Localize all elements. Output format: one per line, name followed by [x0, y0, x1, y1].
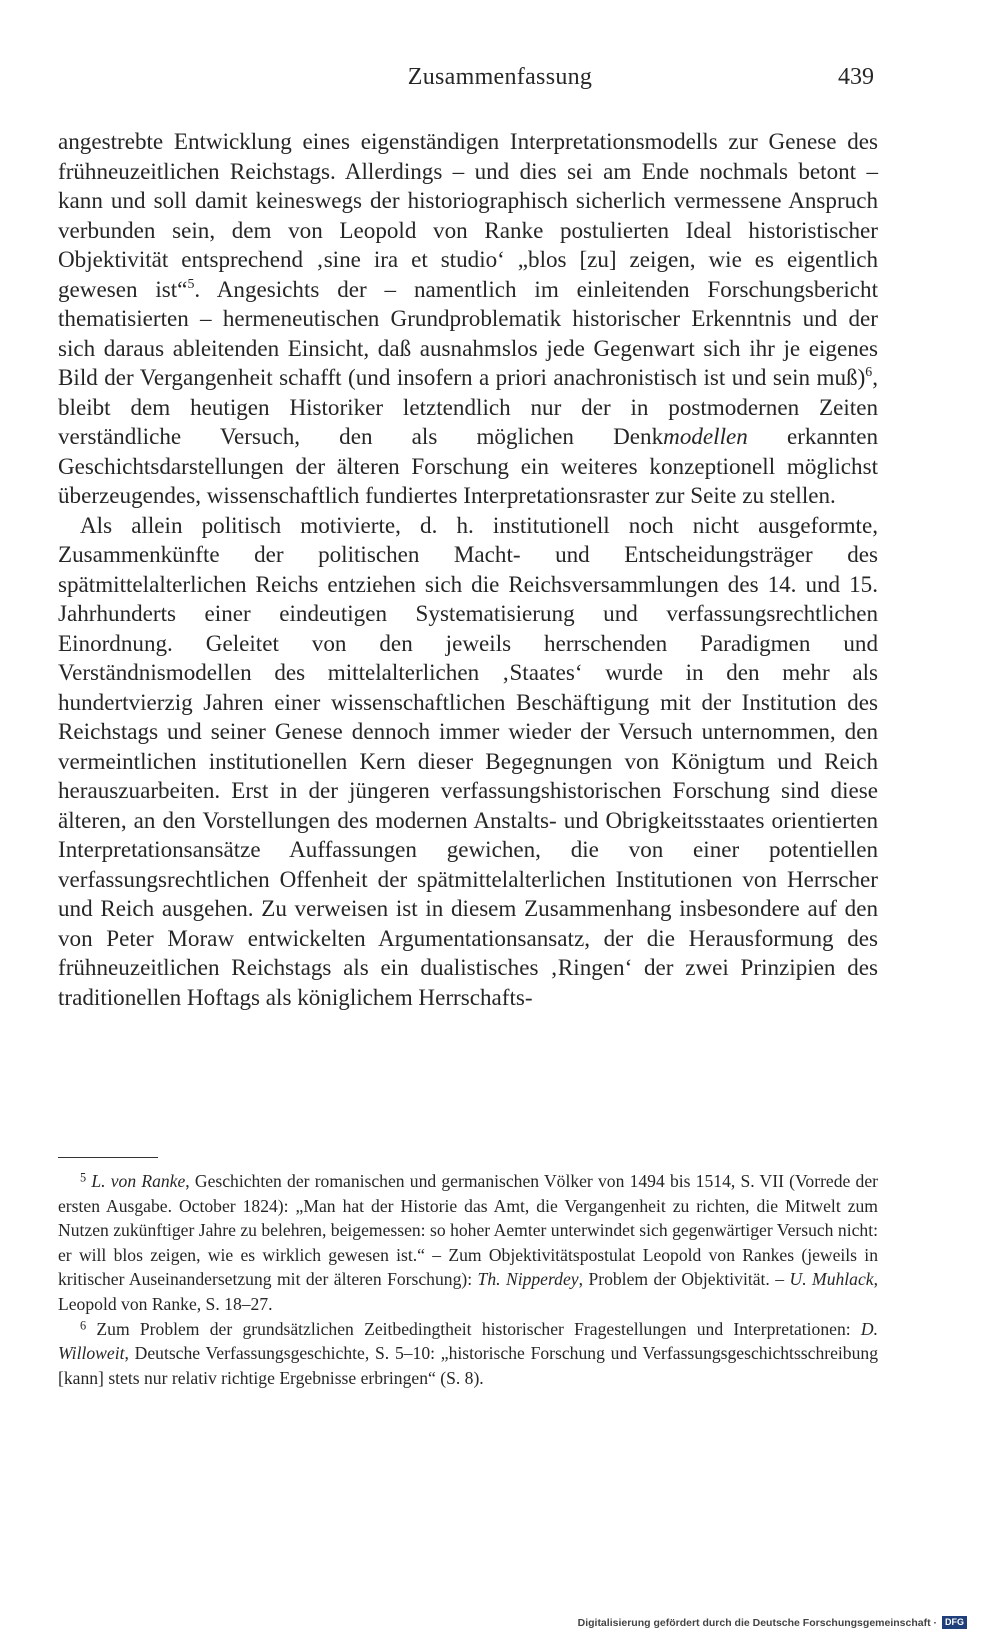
footnote-5 [58, 1169, 878, 1317]
footnotes [58, 1169, 878, 1390]
footnote-6-text-b: , Deutsche Verfassungsgeschichte, S. 5–10: „historische Forschung und Verfassungsgeschichtsschreibung [kann] stets nur relativ richtige Ergebnisse erbringen“ (S. 8). [58, 1343, 878, 1388]
digitization-credit [578, 1616, 967, 1629]
footnote-5-author-nipperdey: Th. Nipperdey [477, 1269, 579, 1290]
footnote-6-text-a: Zum Problem der grundsätzlichen Zeitbedingtheit historischer Fragestellungen und Interpretationen: [86, 1318, 861, 1339]
main-text [58, 127, 878, 1012]
paragraph-1-part-a: angestrebte Entwicklung eines eigenständigen Interpretationsmodells zur Genese des frühneuzeitlichen Reichstags. Allerdings – und dies sei am Ende nochmals betont – kann und soll damit keineswegs der historiographisch sicherlich vermessene Anspruch verbunden sein, dem von Leopold von Ranke postulierten Ideal historistischer Objektivität entsprechend ‚sine ira et studio‘ „blos [zu] zeigen, wie es eigentlich gewesen ist“ [58, 128, 878, 302]
paragraph-1-part-c: , bleibt dem heutigen Historiker letztendlich nur der in postmodernen Zeiten verständliche Versuch, den als möglichen Denk [58, 364, 878, 449]
footnote-5-text-a: , Geschichten der romanischen und germanischen Völker von 1494 bis 1514, S. VII (Vorrede der ersten Ausgabe. October 1824): „Man hat der Historie das Amt, die Vergangenheit zu richten, die Mitwelt zum Nutzen zukünftiger Jahre zu belehren, beigemessen: so hoher Aemter unterwindet sich gegenwärtiger Versuch nicht: er will blos zeigen, wie es wirklich gewesen ist.“ – Zum Objektivitätspostulat Leopold von Rankes (jeweils in kritischer Auseinandersetzung mit der älteren Forschung): [58, 1171, 879, 1290]
running-header-title: Zusammenfassung [407, 64, 593, 90]
footnote-ref-6: 6 [865, 364, 873, 379]
credit-text: Digitalisierung gefördert durch die Deutsche Forschungsgemeinschaft · [577, 1616, 937, 1629]
footnote-5-mark: 5 [80, 1170, 87, 1185]
paragraph-1 [58, 127, 878, 511]
italic-term: modellen [663, 423, 748, 449]
footnote-6 [58, 1317, 878, 1391]
page-number: 439 [838, 64, 874, 90]
paragraph-2: Als allein politisch motivierte, d. h. institutionell noch nicht ausgeformte, Zusammenkünfte der politischen Macht- und Entscheidungsträger des spätmittelalterlichen Reichs entziehen sich die Reichsversammlungen des 14. und 15. Jahrhunderts einer eindeutigen Systematisierung und verfassungsrechtlichen Einordnung. Geleitet von den jeweils herrschenden Paradigmen und Verständnismodellen des mittelalterlichen ‚Staates‘ wurde in den mehr als hundertvierzig Jahren einer wissenschaftlichen Beschäftigung mit der Institution des Reichstags und seiner Genese dennoch immer wieder der Versuch unternommen, den vermeintlichen institutionellen Kern dieser Begegnungen von Königtum und Reich herauszuarbeiten. Erst in der jüngeren verfassungshistorischen Forschung sind diese älteren, an den Vorstellungen des modernen Anstalts- und Obrigkeitsstaates orientierten Interpretationsansätze Auffassungen gewichen, die von einer potentiellen verfassungsrechtlichen Offenheit der spätmittelalterlichen Institutionen von Herrscher und Reich ausgehen. Zu verweisen ist in diesem Zusammenhang insbesondere auf den von Peter Moraw entwickelten Argumentationsansatz, der die Herausformung des frühneuzeitlichen Reichstags als ein dualistisches ‚Ringen‘ der zwei Prinzipien des traditionellen Hoftags als königlichem Herrschafts- [58, 511, 878, 1010]
footnote-ref-5: 5 [187, 275, 195, 291]
footnote-5-text-c: , Leopold von Ranke, S. 18–27. [58, 1269, 878, 1314]
footnote-6-mark: 6 [80, 1318, 87, 1333]
paragraph-1-part-b: . Angesichts der – namentlich im einleitenden Forschungsbericht thematisierten – hermeneutischen Grundproblematik historischer Erkenntnis und der sich daraus ableitenden Einsicht, daß ausnahmslos jede Gegenwart sich ihr je eigenes Bild der Vergangenheit schafft (und insofern a priori anachronistisch ist und sein muß) [58, 275, 878, 390]
footnote-divider [58, 1157, 158, 1158]
footnote-5-author-muhlack: U. Muhlack [789, 1269, 874, 1290]
paragraph-1-part-d: erkannten Geschichtsdarstellungen der älteren Forschung ein weiteres konzeptionell möglichst überzeugendes, wissenschaftlich fundiertes Interpretationsraster zur Seite zu stellen. [58, 423, 878, 508]
footnote-6-author-willoweit: D. Willoweit [58, 1318, 878, 1364]
footnote-5-author-ranke: L. von Ranke [91, 1171, 186, 1191]
dfg-logo: DFG [942, 1616, 967, 1629]
footnote-5-text-b: , Problem der Objektivität. – [578, 1269, 790, 1290]
